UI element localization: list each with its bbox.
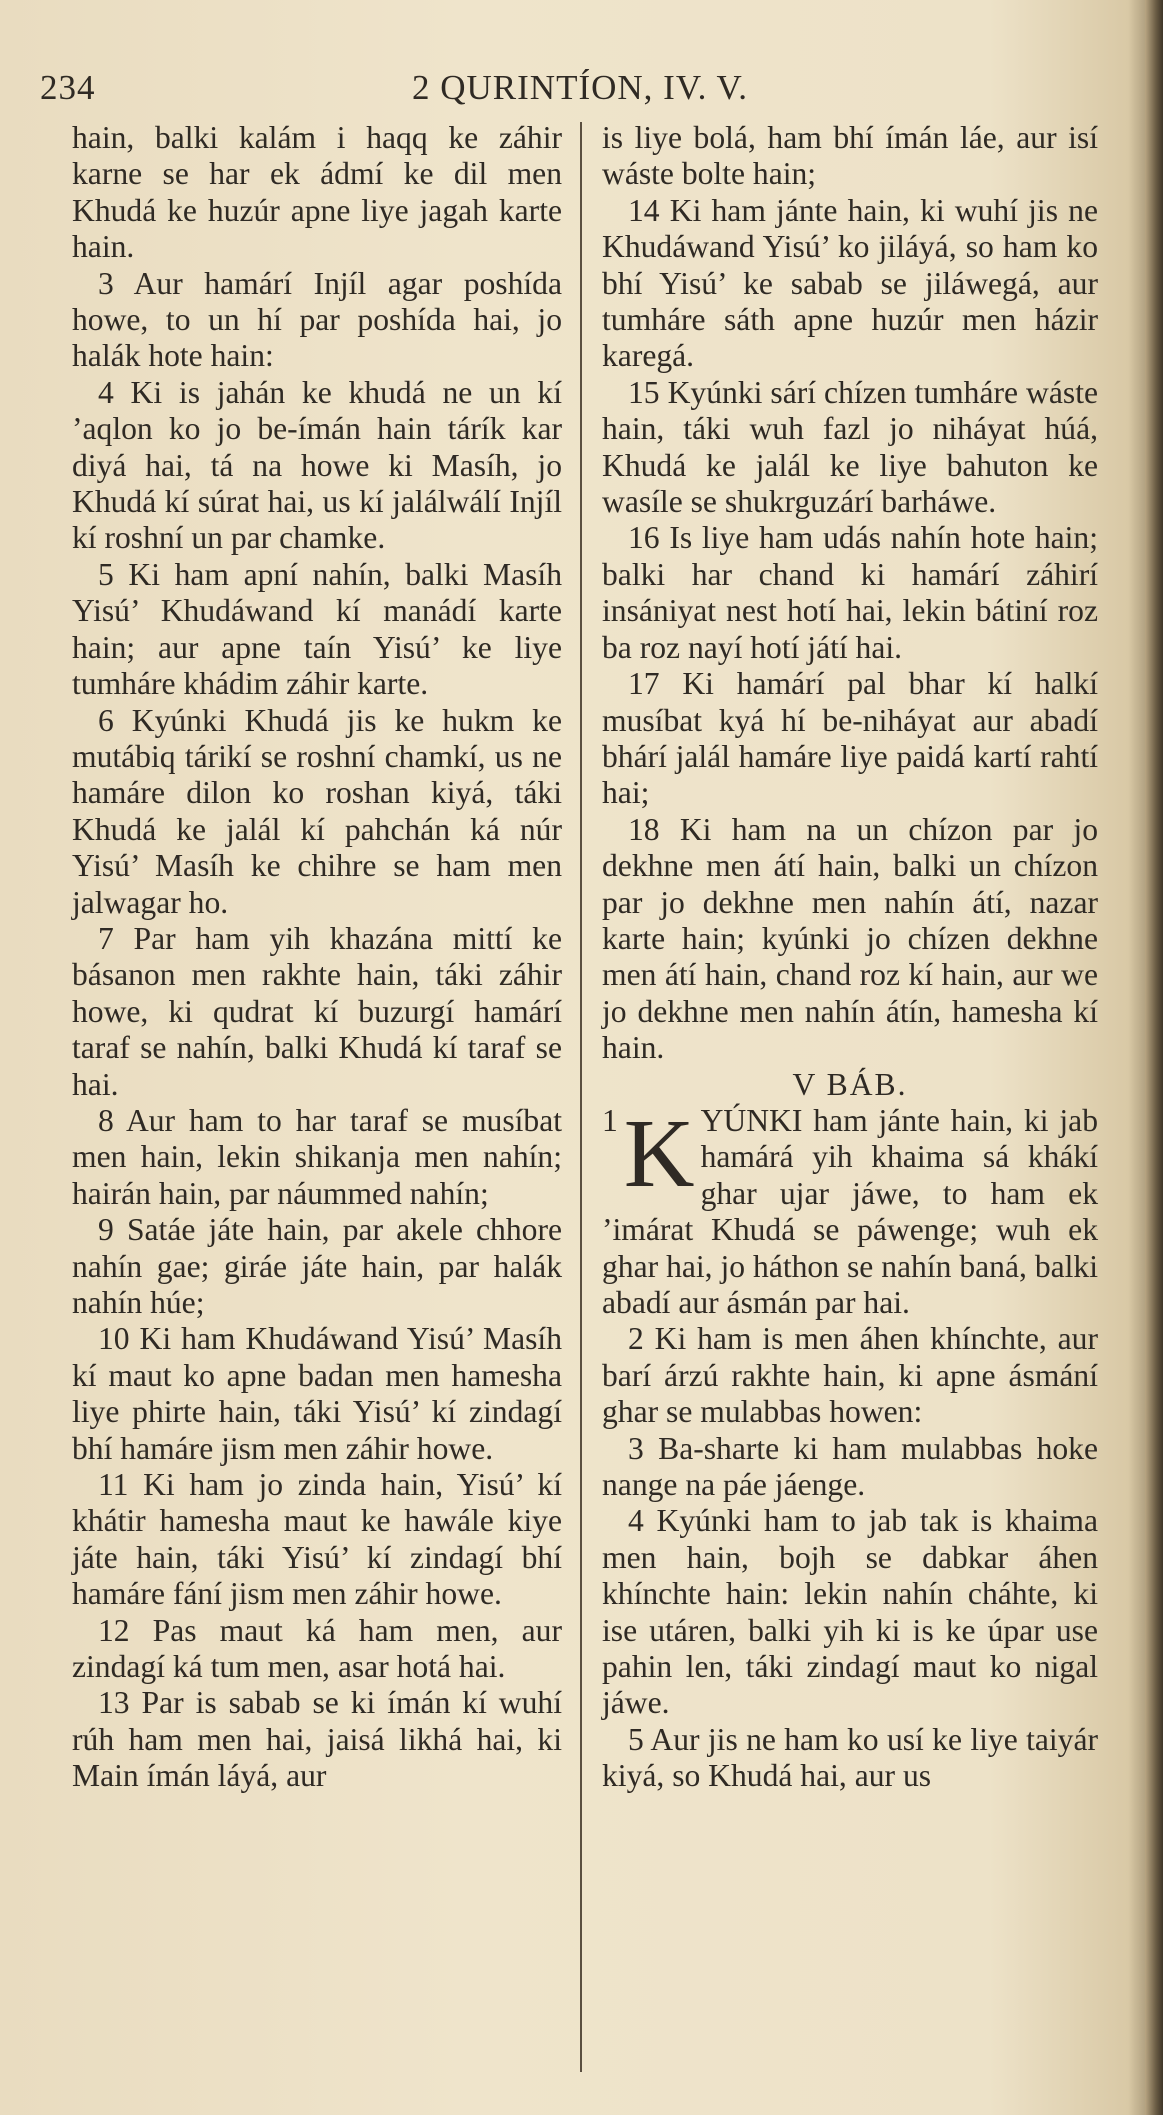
right-column xyxy=(602,120,1098,1795)
verse-continuation: hain, balki kalám i haqq ke záhir karne se har ek ádmí ke dil men Khudá ke huzúr apne liye jagah karte hain. xyxy=(72,120,562,265)
verse: 13 Par is sabab se ki ímán kí wuhí rúh ham men hai, jaisá likhá hai, ki Main ímán láyá, aur xyxy=(72,1685,562,1794)
chapter-heading: V BÁB. xyxy=(792,1066,908,1102)
page-edge xyxy=(1145,0,1163,2115)
verse: 6 Kyúnki Khudá jis ke hukm ke mutábiq tárikí se roshní chamkí, us ne hamáre dilon ko roshan kiyá, táki Khudá ke jalál kí pahchán ká núr Yisú’ Masíh ke chihre se ham men jalwagar ho. xyxy=(72,702,562,920)
chapter-first-verse xyxy=(602,1099,1098,1321)
verse: 14 Ki ham jánte hain, ki wuhí jis ne Khudáwand Yisú’ ko jiláyá, so ham ko bhí Yisú’ ke sabab se jiláwegá, aur tumháre sáth apne huzúr men házir karegá. xyxy=(602,192,1098,374)
verse: 15 Kyúnki sárí chízen tumháre wáste hain, táki wuh fazl jo niháyat húá, Khudá ke jalál ke liye bahuton ke wasíle se shukrguzárí barháwe. xyxy=(602,374,1098,520)
page-header xyxy=(40,68,1120,118)
verse-text: ham jánte hain, ki jab hamárá yih khaima sá khákí ghar ujar jáwe, to ham ek ’imárat Khudá se páwenge; wuh ek ghar hai, jo háthon se nahín baná, balki abadí aur ásmán par hai. xyxy=(602,1102,1098,1320)
verse: 4 Kyúnki ham to jab tak is khaima men hain, bojh se dabkar áhen khínchte hain: lekin nahín cháhte, ki ise utáren, balki yih ki is ke úpar use pahin len, táki zindagí maut ko nigal jáwe. xyxy=(602,1503,1098,1721)
verse: 11 Ki ham jo zinda hain, Yisú’ kí khátir hamesha maut ke hawále kiye játe hain, táki Yisú’ kí zindagí bhí hamáre fání jism men záhir howe. xyxy=(72,1467,562,1612)
verse: 3 Aur hamárí Injíl agar poshída howe, to un hí par poshída hai, jo halák hote hain: xyxy=(72,265,562,374)
small-caps-word: YÚNKI xyxy=(700,1102,803,1138)
verse: 8 Aur ham to har taraf se musíbat men hain, lekin shikanja men nahín; hairán hain, par náummed nahín; xyxy=(72,1102,562,1211)
column-divider xyxy=(580,122,582,2072)
page-number: 234 xyxy=(40,68,96,107)
left-column xyxy=(72,120,562,1795)
verse: 17 Ki hamárí pal bhar kí halkí musíbat kyá hí be-niháyat aur abadí bhárí jalál hamáre liye paidá kartí rahtí hai; xyxy=(602,666,1098,811)
verse: 4 Ki is jahán ke khudá ne un kí ’aqlon ko jo be-ímán hain tárík kar diyá hai, tá na howe ki Masíh, jo Khudá kí súrat hai, us kí jalálwálí Injíl kí roshní un par chamke. xyxy=(72,374,562,556)
verse-number: 1 xyxy=(602,1102,618,1138)
verse: 9 Satáe játe hain, par akele chhore nahín gae; giráe játe hain, par halák nahín húe; xyxy=(72,1212,562,1320)
verse: 18 Ki ham na un chízon par jo dekhne men átí hain, balki un chízon par jo dekhne men nahín átí, nazar karte hain; kyúnki jo chízen dekhne men átí hain, chand roz kí hain, aur we jo dekhne men nahín átín, hamesha kí hain. xyxy=(602,811,1098,1066)
running-title: 2 QURINTÍON, IV. V. xyxy=(412,68,748,107)
verse: 16 Is liye ham udás nahín hote hain; balki har chand ki hamárí záhirí insániyat nest hotí hai, lekin bátiní roz ba roz nayí hotí játí hai. xyxy=(602,520,1098,665)
verse: 3 Ba-sharte ki ham mulabbas hoke nange na páe jáenge. xyxy=(602,1430,1098,1503)
verse: 10 Ki ham Khudáwand Yisú’ Masíh kí maut ko apne badan men hamesha liye phirte hain, táki Yisú’ kí zindagí bhí hamáre jism men záhir howe. xyxy=(72,1321,562,1466)
drop-cap: K xyxy=(623,1099,695,1208)
verse: 7 Par ham yih khazána mittí ke básanon men rakhte hain, táki záhir howe, ki qudrat kí buzurgí hamárí taraf se nahín, balki Khudá kí taraf se hai. xyxy=(72,920,562,1102)
verse: 5 Aur jis ne ham ko usí ke liye taiyár kiyá, so Khudá hai, aur us xyxy=(602,1721,1098,1794)
verse: 12 Pas maut ká ham men, aur zindagí ká tum men, asar hotá hai. xyxy=(72,1612,562,1685)
verse-continuation: is liye bolá, ham bhí ímán láe, aur isí wáste bolte hain; xyxy=(602,120,1098,192)
verse: 5 Ki ham apní nahín, balki Masíh Yisú’ Khudáwand kí manádí karte hain; aur apne taín Yisú’ ke liye tumháre khádim záhir karte. xyxy=(72,556,562,702)
verse: 2 Ki ham is men áhen khínchte, aur barí árzú rakhte hain, ki apne ásmání ghar se mulabbas howen: xyxy=(602,1321,1098,1430)
